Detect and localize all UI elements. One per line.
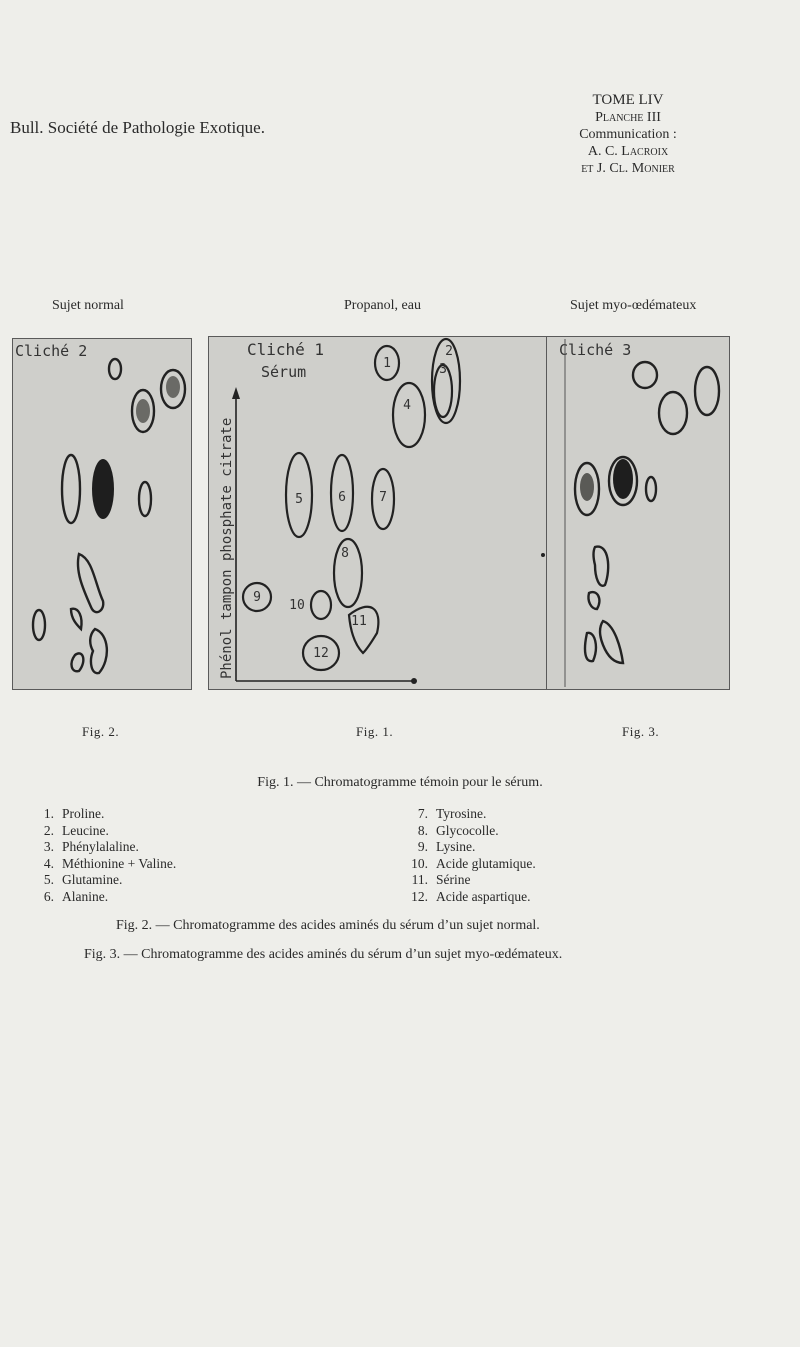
legend-item: 5. Glutamine. [43, 872, 123, 887]
cliche-1-drawing [209, 337, 547, 689]
cliche-2-title: Cliché 2 [15, 342, 88, 360]
spot-outline [109, 359, 121, 379]
cliche-3-drawing [547, 337, 729, 689]
spot-label-7: 7 [379, 490, 387, 505]
plate-reference [528, 92, 728, 177]
spot-outline [646, 477, 656, 501]
cliche-2-drawing [13, 339, 191, 689]
column-heading-left: Sujet normal [52, 298, 124, 313]
spot-label-6: 6 [338, 490, 346, 505]
legend-left-column [26, 806, 176, 905]
spot-fill [136, 399, 150, 423]
column-heading-middle: Propanol, eau [344, 298, 421, 313]
cliche-1-title: Cliché 1 [247, 340, 325, 359]
spot-fill-dark [92, 459, 114, 519]
caption-fig-2: Fig. 2. — Chromatogramme des acides aminés du sérum d’un sujet normal. [116, 918, 540, 933]
spot-outline [633, 362, 657, 388]
spot-label-9: 9 [253, 590, 261, 605]
spot-label-1: 1 [383, 356, 391, 371]
chromatogram-plate-cliche-3 [546, 336, 730, 690]
spot-label-11: 11 [351, 614, 367, 629]
spot-label-4: 4 [403, 398, 411, 413]
spot-label-5: 5 [295, 492, 303, 507]
spot-outline-10 [311, 591, 331, 619]
axis-label-vertical: Phénol tampon phosphate citrate [219, 417, 235, 679]
spot-outline [71, 609, 82, 629]
spot-fill [166, 376, 180, 398]
spot-label-3: 3 [439, 362, 447, 377]
spot-label-8: 8 [341, 546, 349, 561]
spot-label-2: 2 [445, 344, 453, 359]
plate-dot [541, 553, 545, 557]
spot-outline [600, 621, 623, 663]
legend-item: 8. Glycocolle. [417, 822, 499, 838]
fig-2-label: Fig. 2. [82, 724, 120, 739]
spot-outline [594, 547, 609, 586]
cliche-3-title: Cliché 3 [559, 341, 632, 359]
horizontal-axis-end [411, 678, 417, 684]
fig-1-label: Fig. 1. [356, 724, 394, 739]
spot-outline [585, 633, 596, 661]
spot-fill-dark [613, 459, 633, 499]
chromatogram-plate-cliche-1 [208, 336, 548, 690]
chromatogram-plate-cliche-2 [12, 338, 192, 690]
legend-item: 6. Alanine. [43, 888, 109, 904]
author-1: A. C. Lacroix [587, 144, 669, 159]
spot-label-12: 12 [313, 646, 329, 661]
spot-fill [580, 473, 594, 501]
author-2: et J. Cl. Monier [581, 161, 675, 176]
legend-item: 3. Phénylalaline. [43, 839, 139, 854]
spot-outline-4 [393, 383, 425, 447]
tome-number: TOME LIV [592, 92, 664, 108]
planche-number: Planche III [595, 110, 661, 125]
journal-title: Bull. Société de Pathologie Exotique. [10, 118, 265, 137]
caption-fig-1: Fig. 1. — Chromatogramme témoin pour le sérum. [257, 775, 543, 790]
spot-outline [33, 610, 45, 640]
legend-item: 4. Méthionine + Valine. [43, 855, 177, 871]
spot-outline [659, 392, 687, 434]
legend-item: 11. Sérine [411, 872, 471, 887]
spot-outline [72, 653, 84, 671]
spot-outline [62, 455, 80, 523]
communication-label: Communication : [579, 127, 677, 142]
legend-item: 7. Tyrosine. [417, 806, 487, 821]
column-heading-right: Sujet myo-œdémateux [570, 298, 697, 313]
spot-outline [588, 592, 599, 609]
spot-outline [78, 554, 103, 612]
legend-item: 1. Proline. [43, 806, 105, 821]
legend-item: 2. Leucine. [43, 822, 109, 838]
vertical-axis-arrow [232, 387, 240, 399]
cliche-1-subtitle: Sérum [261, 363, 307, 381]
fig-3-label: Fig. 3. [622, 724, 660, 739]
spot-outline [90, 629, 107, 673]
spot-outline [695, 367, 719, 415]
legend-item: 9. Lysine. [417, 839, 476, 854]
legend-item: 10. Acide glutamique. [411, 855, 536, 871]
legend-item: 12. Acide aspartique. [411, 888, 531, 904]
spot-label-10: 10 [289, 598, 305, 613]
spot-outline [139, 482, 151, 516]
caption-fig-3: Fig. 3. — Chromatogramme des acides aminés du sérum d’un sujet myo-œdémateux. [84, 947, 563, 962]
legend-right-column [400, 806, 536, 905]
